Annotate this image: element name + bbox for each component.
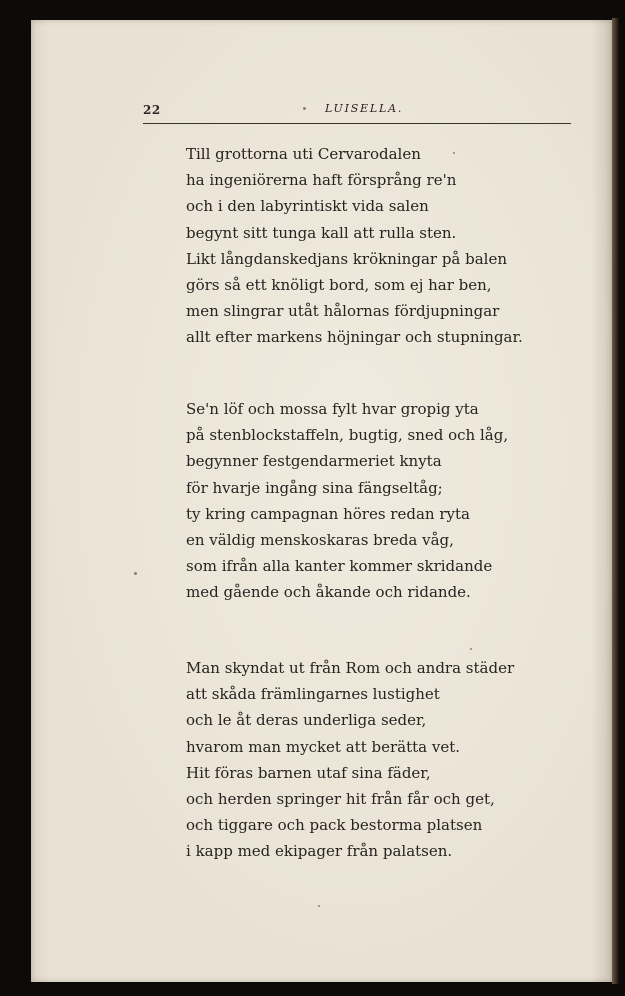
verse-line: för hvarje ingång sina fängseltåg; — [186, 478, 443, 497]
verse-line: hvarom man mycket att berätta vet. — [186, 737, 460, 756]
paper-speck — [470, 648, 472, 650]
verse-line: ty kring campagnan höres redan ryta — [186, 504, 470, 523]
verse-line: och herden springer hit från får och get, — [186, 790, 495, 809]
stanza-2 — [186, 396, 566, 606]
paper-speck — [134, 572, 137, 575]
verse-line: Likt långdanskedjans krökningar på balen — [186, 249, 508, 268]
running-title: LUISELLA. — [325, 102, 404, 115]
verse-line: allt efter markens höjningar och stupningar. — [186, 328, 523, 347]
verse-line: begynner festgendarmeriet knyta — [186, 452, 442, 471]
stanza-3 — [186, 655, 566, 865]
verse-line: att skåda främlingarnes lustighet — [186, 685, 440, 704]
verse-line: Se'n löf och mossa fylt hvar gropig yta — [186, 400, 479, 418]
paper-speck — [303, 107, 306, 110]
verse-line: med gående och åkande och ridande. — [186, 583, 471, 602]
header-rule — [143, 123, 571, 124]
verse-line: och le åt deras underliga seder, — [186, 711, 427, 730]
verse-line: och tiggare och pack bestorma platsen — [186, 816, 483, 835]
running-header — [143, 101, 571, 125]
verse-line: Till grottorna uti Cervarodalen — [186, 145, 421, 163]
verse-line: en väldig menskoskaras breda våg, — [186, 531, 454, 550]
verse-line: görs så ett knöligt bord, som ej har ben, — [186, 276, 492, 295]
page-edge — [612, 18, 619, 984]
paper-speck — [318, 905, 320, 907]
stanza-1 — [186, 141, 566, 351]
verse-line: begynt sitt tunga kall att rulla sten. — [186, 223, 457, 242]
verse-line: i kapp med ekipager från palatsen. — [186, 842, 453, 861]
paper-speck — [453, 152, 455, 154]
verse-line: som ifrån alla kanter kommer skridande — [186, 557, 493, 576]
page-number: 22 — [143, 103, 161, 117]
verse-line: Man skyndat ut från Rom och andra städer — [186, 659, 515, 677]
verse-line: Hit föras barnen utaf sina fäder, — [186, 763, 431, 782]
verse-line: på stenblockstaffeln, bugtig, sned och låg, — [186, 426, 509, 445]
verse-line: men slingrar utåt hålornas fördjupningar — [186, 302, 500, 321]
verse-line: ha ingeniörerna haft försprång re'n — [186, 171, 457, 190]
verse-line: och i den labyrintiskt vida salen — [186, 197, 429, 216]
